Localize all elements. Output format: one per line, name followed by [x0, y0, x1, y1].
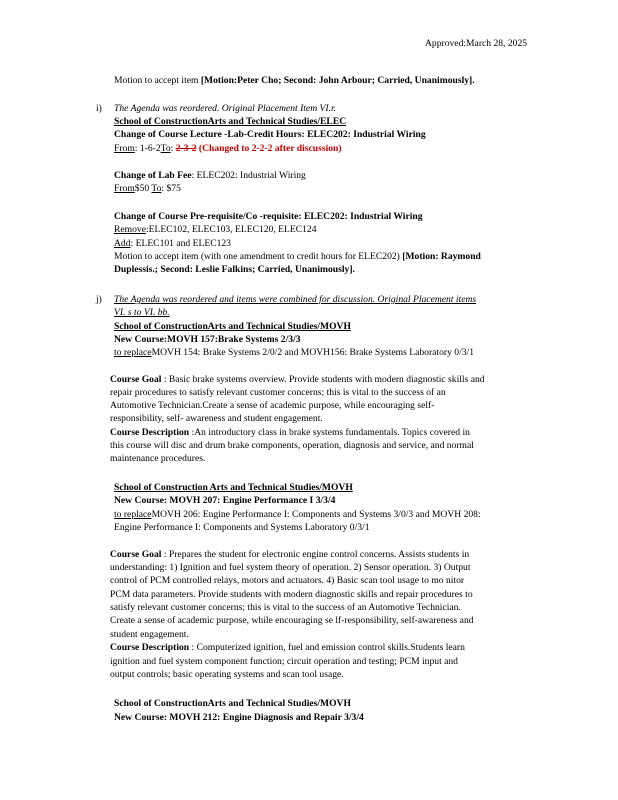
- movh212-school: School of ConstructionArts and Technical Studies/MOVH: [114, 698, 351, 709]
- replace-label: to replace: [114, 509, 152, 520]
- movh157-desc-line1: [110, 426, 470, 439]
- prereq-remove: [114, 223, 317, 236]
- prereq-title: Change of Course Pre-requisite/Co -requisite: ELEC202: Industrial Wiring: [114, 211, 423, 222]
- to-old-value: 2-3-2: [175, 143, 197, 154]
- movh207-replace-line2: Engine Performance I: Components and Systems Laboratory 0/3/1: [114, 522, 370, 533]
- goal-text: : Basic brake systems overview. Provide students with modern diagnostic skills and: [161, 374, 485, 385]
- movh157-title: New Course:MOVH 157:Brake Systems 2/3/3: [114, 334, 301, 345]
- item-j-note-line2: VI. s to VI. bb.: [114, 307, 170, 318]
- desc-text: :An introductory class in brake systems fundamentals. Topics covered in: [189, 427, 470, 438]
- item-j-marker: j): [96, 294, 102, 305]
- motion-bold: [Motion: Raymond: [402, 251, 481, 262]
- item-i-note: The Agenda was reordered. Original Placement Item VI.r.: [114, 103, 337, 114]
- remove-label: Remove: [114, 224, 146, 235]
- movh157-goal-line2: repair procedures to satisfy relevant customer concerns; this is vital to the success of an: [110, 387, 446, 398]
- movh207-desc-line2: ignition and fuel system component function; circuit operation and testing; PCM input and: [110, 656, 458, 667]
- replace-label: to replace: [114, 347, 152, 358]
- labfee-line: [114, 169, 306, 182]
- desc-label: Course Description: [110, 642, 190, 653]
- from-label: From: [114, 143, 135, 154]
- movh207-goal-line5: satisfy relevant customer concerns; this is vital to the success of an Automotive Technician.: [110, 602, 461, 613]
- top-motion-text: Motion to accept item: [114, 75, 201, 86]
- labfee-from-to: [114, 182, 181, 195]
- movh207-goal-line6: Create a sense of academic purpose, while encouraging se lf-responsibility, self-awareness and: [110, 615, 474, 626]
- prereq-add: [114, 237, 231, 250]
- item-i-motion-line1: [114, 250, 481, 263]
- item-i-marker: i): [96, 103, 102, 114]
- movh207-desc-line3: output controls; basic operating systems and scan tool usage.: [110, 669, 344, 680]
- replace-value: MOVH 154: Brake Systems 2/0/2 and MOVH156: Brake Systems Laboratory 0/3/1: [151, 347, 474, 358]
- item-i-change-title: Change of Course Lecture -Lab-Credit Hours: ELEC202: Industrial Wiring: [114, 129, 426, 140]
- item-j-school: School of ConstructionArts and Technical Studies/MOVH: [114, 321, 351, 332]
- movh157-desc-line3: maintenance procedures.: [110, 453, 206, 464]
- motion-text: Motion to accept item (with one amendment to credit hours for ELEC202): [114, 251, 403, 262]
- item-i-from-to: From: 1-6-2To: 2-3-2 (Changed to 2-2-2 after discussion): [114, 143, 342, 154]
- fee-to-label: To: [151, 183, 162, 194]
- add-value: : ELEC101 and ELEC123: [130, 238, 231, 249]
- movh157-desc-line2: this course will disc and drum brake components, operation, diagnosis and service, and normal: [110, 440, 474, 451]
- movh207-title: New Course: MOVH 207: Engine Performance I 3/3/4: [114, 495, 336, 506]
- labfee-title: Change of Lab Fee: [114, 170, 192, 181]
- movh207-school: School of Construction Arts and Technical Studies/MOVH: [114, 482, 353, 493]
- labfee-course: : ELEC202: Industrial Wiring: [191, 170, 306, 181]
- top-motion-vote: [Motion:Peter Cho; Second: John Arbour; Carried, Unanimously].: [200, 75, 475, 86]
- fee-from-label: From: [114, 183, 135, 194]
- movh207-goal-line2: understanding: 1) Ignition and fuel system theory of operation. 2) Sensor operation. 3) Output: [110, 562, 471, 573]
- movh157-replace: [114, 346, 474, 359]
- movh157-goal-line3: Automotive Technician.Create a sense of academic purpose, while encouraging self-: [110, 400, 435, 411]
- add-label: Add: [114, 238, 131, 249]
- fee-to-value: : $75: [161, 183, 181, 194]
- movh207-goal-line3: control of PCM controlled relays, motors and actuators. 4) Basic scan tool usage to mo nitor: [110, 575, 465, 586]
- item-i-motion-line2: Duplessis.; Second: Leslie Falkins; Carried, Unanimously].: [114, 264, 355, 275]
- to-change-note: (Changed to 2-2-2 after discussion): [198, 143, 342, 154]
- goal-label: Course Goal: [110, 549, 162, 560]
- to-label: To: [160, 143, 171, 154]
- movh207-replace-line1: [114, 508, 481, 521]
- from-value: : 1-6-2: [134, 143, 161, 154]
- item-j-note-line1: The Agenda was reordered and items were combined for discussion. Original Placement items: [114, 294, 477, 305]
- goal-text: : Prepares the student for electronic engine control concerns. Assists students in: [161, 549, 470, 560]
- desc-label: Course Description: [110, 427, 190, 438]
- movh207-goal-line1: [110, 548, 469, 561]
- fee-from-value: $50: [134, 183, 150, 194]
- goal-label: Course Goal: [110, 374, 162, 385]
- movh157-goal-line4: responsibility, self- awareness and student engagement.: [110, 413, 323, 424]
- movh157-goal-line1: [110, 373, 485, 386]
- movh207-goal-line4: PCM data parameters. Provide students with modern diagnostic skills and repair procedures to: [110, 589, 473, 600]
- movh207-desc-line1: [110, 641, 465, 654]
- desc-text: : Computerized ignition, fuel and emission control skills.Students learn: [189, 642, 465, 653]
- approved-date: Approved:March 28, 2025: [425, 38, 528, 49]
- remove-value: :ELEC102, ELEC103, ELEC120, ELEC124: [145, 224, 317, 235]
- movh207-goal-line7: student engagement.: [110, 629, 189, 640]
- movh212-title: New Course: MOVH 212: Engine Diagnosis and Repair 3/3/4: [114, 712, 364, 723]
- top-motion: [114, 74, 475, 87]
- item-i-school: School of ConstructionArts and Technical Studies/ELEC: [114, 116, 347, 127]
- replace-value: MOVH 206: Engine Performance I: Components and Systems 3/0/3 and MOVH 208:: [151, 509, 481, 520]
